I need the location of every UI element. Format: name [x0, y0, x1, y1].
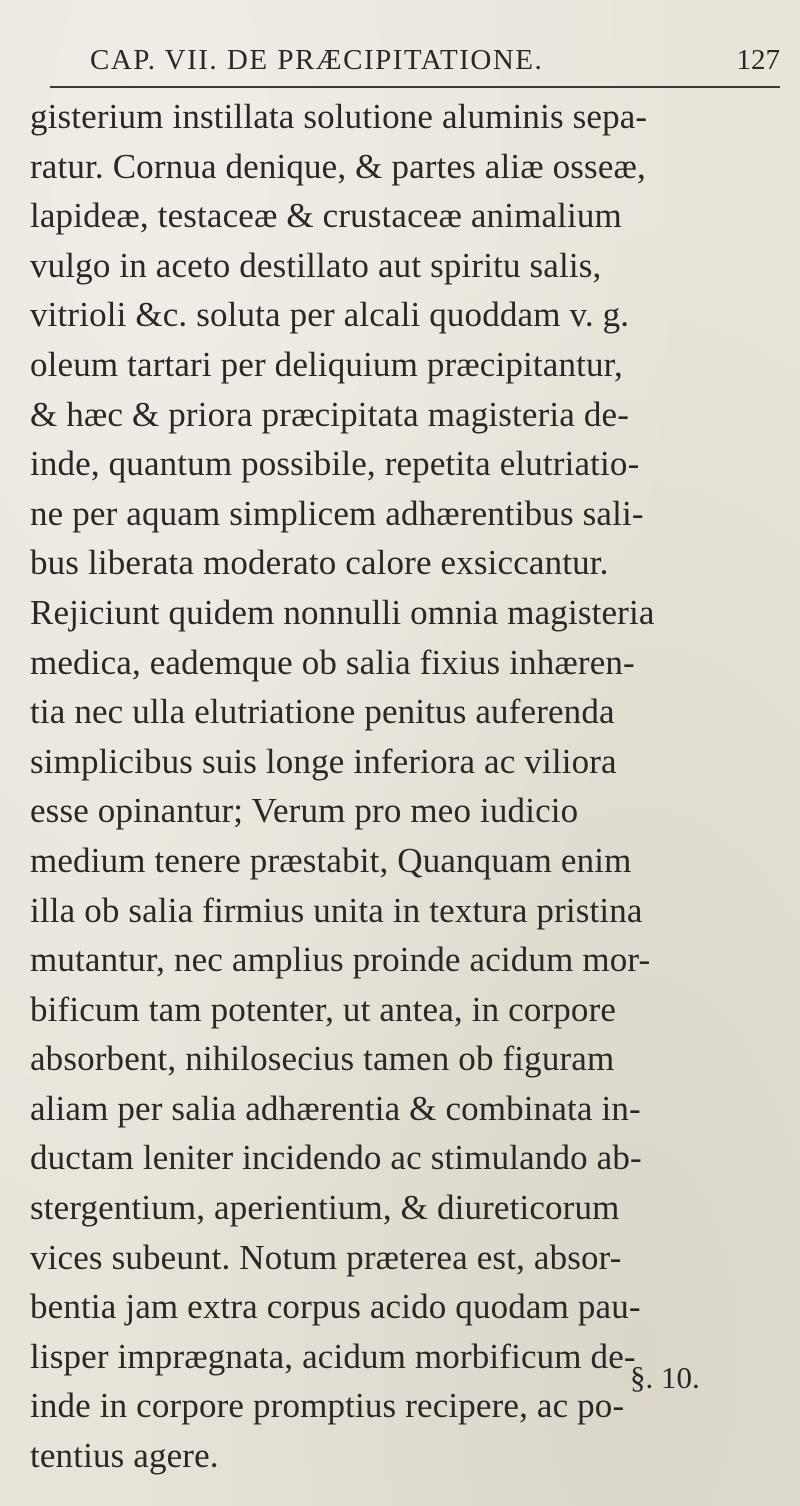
text-line: & hæc & priora præcipitata magisteria de-: [30, 394, 630, 434]
text-line: simplicibus suis longe inferiora ac viliora: [30, 741, 617, 781]
text-line: inde in corpore promptius recipere, ac po-: [30, 1386, 625, 1426]
text-line: lisper imprægnata, acidum morbificum de-: [30, 1336, 636, 1376]
text-line: vices subeunt. Notum præterea est, absor-: [30, 1237, 622, 1277]
header-rule: [50, 86, 780, 88]
text-line: oleum tartari per deliquium præcipitantur,: [30, 344, 623, 384]
running-head: [60, 44, 780, 84]
text-line: absorbent, nihilosecius tamen ob figuram: [30, 1039, 615, 1079]
text-line: ne per aquam simplicem adhærentibus sali-: [30, 493, 644, 533]
text-line: illa ob salia firmius unita in textura pristina: [30, 890, 643, 930]
text-line: esse opinantur; Verum pro meo iudicio: [30, 791, 579, 831]
text-line: medica, eademque ob salia fixius inhæren-: [30, 642, 635, 682]
text-line: stergentium, aperientium, & diureticorum: [30, 1188, 620, 1228]
text-line: ratur. Cornua denique, & partes aliæ osseæ,: [30, 146, 646, 186]
text-line: mutantur, nec amplius proinde acidum mor-: [30, 940, 651, 980]
text-line: bificum tam potenter, ut antea, in corpore: [30, 989, 617, 1029]
section-mark: §. 10.: [630, 1360, 700, 1395]
text-line: tia nec ulla elutriatione penitus auferenda: [30, 692, 615, 732]
body-text: [30, 92, 790, 1481]
text-line: medium tenere præstabit, Quanquam enim: [30, 840, 632, 880]
text-line: aliam per salia adhærentia & combinata in-: [30, 1088, 641, 1128]
text-line: inde, quantum possibile, repetita elutriatio-: [30, 444, 640, 484]
text-line: ductam leniter incidendo ac stimulando ab-: [30, 1138, 642, 1178]
text-line: Rejiciunt quidem nonnulli omnia magisteria: [30, 592, 655, 632]
text-line: vulgo in aceto destillato aut spiritu salis,: [30, 245, 602, 285]
page-number: 127: [736, 44, 780, 76]
chapter-title: CAP. VII. DE PRÆCIPITATIONE.: [90, 44, 544, 76]
text-line: bus liberata moderato calore exsiccantur.: [30, 543, 609, 583]
text-line: lapideæ, testaceæ & crustaceæ animalium: [30, 196, 622, 236]
text-line: bentia jam extra corpus acido quodam pau-: [30, 1287, 641, 1327]
text-line: vitrioli &c. soluta per alcali quoddam v. g.: [30, 295, 630, 335]
text-line: tentius agere.: [30, 1436, 219, 1476]
text-line: gisterium instillata solutione aluminis sepa-: [30, 97, 648, 136]
